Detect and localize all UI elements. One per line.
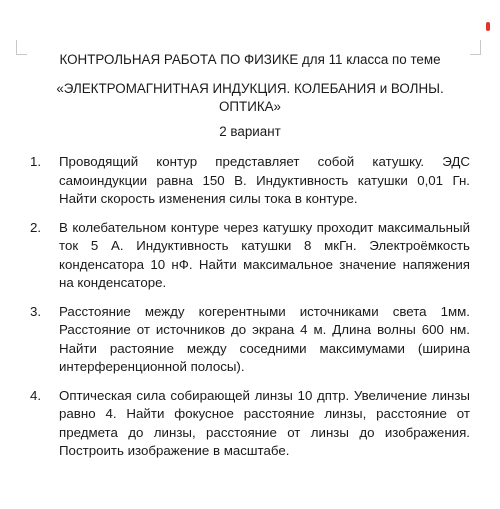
- corner-mark-right: [470, 40, 481, 55]
- task-list: [30, 153, 470, 471]
- task-number: 4.: [30, 387, 42, 403]
- task-text: Проводящий контур представляет собой катушку. ЭДС самоиндукции равна 150 В. Индуктивность катушки 0,01 Гн. Найти скорость изменения силы тока в контуре.: [59, 154, 470, 206]
- task-item-2: [30, 219, 470, 293]
- task-number: 2.: [30, 219, 42, 235]
- task-item-1: [30, 153, 470, 209]
- task-item-3: [30, 303, 470, 377]
- task-number: 3.: [30, 303, 42, 319]
- task-number: 1.: [30, 154, 42, 169]
- task-text: Оптическая сила собирающей линзы 10 дптр. Увеличение линзы равно 4. Найти фокусное расстояние линзы, расстояние от предмета до линзы, расстояние от линзы до изображения. Построить изображение в масштабе.: [59, 387, 470, 458]
- document-title: КОНТРОЛЬНАЯ РАБОТА ПО ФИЗИКЕ для 11 класса по теме: [59, 52, 441, 67]
- variant-label: 2 вариант: [219, 124, 281, 139]
- red-marker-icon: [486, 22, 490, 31]
- task-item-4: [30, 387, 470, 461]
- task-text: Расстояние между когерентными источниками света 1мм. Расстояние от источников до экрана 4 м. Длина волны 600 нм. Найти растояние между соседними максимумами (ширина интерференционной полосы).: [59, 303, 470, 374]
- corner-mark-left: [16, 40, 27, 55]
- document-topic: «ЭЛЕКТРОМАГНИТНАЯ ИНДУКЦИЯ. КОЛЕБАНИЯ и ВОЛНЫ. ОПТИКА»: [56, 81, 444, 114]
- task-text: В колебательном контуре через катушку проходит максимальный ток 5 А. Индуктивность катушки 8 мкГн. Электроёмкость конденсатора 10 нФ. Найти максимальное значение напяжения на конденсаторе.: [59, 219, 470, 290]
